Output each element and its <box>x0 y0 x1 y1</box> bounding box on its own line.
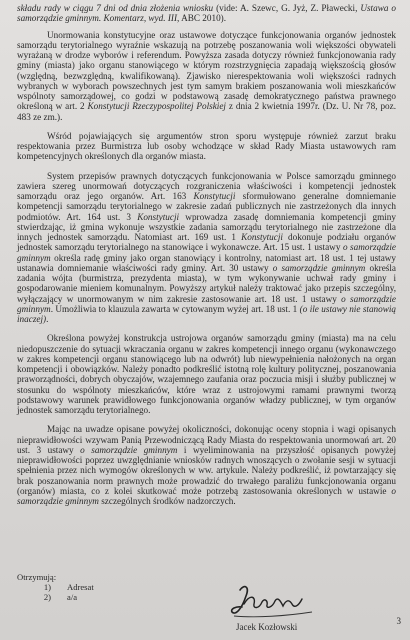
text: dokonuje podziału organów jednostek samorządu terytorialnego na stanowiące i wykonawcze. Art. 15 ust. 1 ustawy <box>17 232 396 253</box>
text-italic: Konstytucji <box>193 191 236 201</box>
recipients-label: Otrzymują: <box>17 572 57 582</box>
text: , ABC 2010). <box>177 13 227 24</box>
paragraph-2 <box>17 30 396 122</box>
paragraph-1 <box>17 3 396 24</box>
text: System przepisów prawnych dotyczących funkcjonowania w Polsce samorządu gminnego zawiera szereg unormowań dotyczących rozgraniczenia właściwości i kompetencji jednostek samorządu oraz jego organów. Art. 163 <box>17 170 396 201</box>
text-italic: o samorządzie gminnym <box>80 444 178 455</box>
text: z dnia 2 kwietnia 1997r. (Dz. U. Nr 78, poz. 483 ze zm.). <box>17 101 397 122</box>
recipient-number: 1) <box>43 582 51 592</box>
text: wprowadza zasadę domniemania kompetencji gminy stwierdzając, iż gmina wykonuje wszystkie zadania samorządu terytorialnego nie zastrzeżone dla innych jednostek samorządu. Natomiast art. 169 ust. 1 <box>17 211 396 242</box>
text-italic: o samorządzie gminnym <box>17 293 396 314</box>
paragraph-3: Wśród pojawiających się argumentów stron sporu występuje również zarzut braku respektowania przez Burmistrza lub osoby wchodzące w skład Rady Miasta ustawowych ram kompetencyjnych określonych dla organów miasta. <box>17 130 396 162</box>
recipient-row <box>17 582 94 592</box>
text-italic: o samorządzie gminnym <box>17 485 396 506</box>
recipient-name: a/a <box>67 592 78 602</box>
text-italic: Konstytucji Rzeczypospolitej Polskiej <box>87 101 226 112</box>
paragraph-5: Określona powyżej konstrukcja ustrojowa organów samorządu gminy (miasta) ma na celu niedopuszczenie do sytuacji wkraczania organu w zakres kompetencji innego organu (wykonawczego w zakres kompetencji organu stanowiącego lub na odwrót) lub niewypełnienia nałożonych na organ kompetencji i obowiązków. Należy ponadto podkreślić istotną rolę kultury politycznej, poszanowania praworządności, dobrych obyczajów, wzajemnego zaufania oraz poczucia misji i służby publicznej w stosunku do wspólnoty mieszkańców, które wraz z ustrojowymi ramami prawnymi tworzą podstawowy warunek prawidłowego funkcjonowania organów władzy publicznej, w tym organów jednostek samorządu terytorialnego. <box>17 333 396 415</box>
text: . <box>46 314 49 324</box>
signer-name: Jacek Kozłowski <box>236 622 298 632</box>
text: określa zadania wójta (burmistrza, prezydenta miasta), w tym wykonywanie uchwał rady gminy i gospodarowanie mieniem komunalnym. Powyższy artykuł należy traktować jako przepis szczególny, wyłączający w unormowanym w nim zakresie zastosowanie art. 18 ust. 1 ustawy <box>17 262 397 304</box>
text-italic: o samorządzie gminnym <box>272 262 366 273</box>
text: szczególnych środków nadzorczych. <box>98 496 236 506</box>
text: sformułowano generalne domniemanie kompetencji samorządu terytorialnego w zakresie zadań publicznych nie zastrzeżonych dla innych podmiotów. Art. 164 ust. 3 <box>17 191 396 222</box>
page-number: 3 <box>396 616 401 626</box>
handwritten-signature <box>226 582 316 622</box>
recipient-number: 2) <box>43 592 51 602</box>
text: Unormowania konstytucyjne oraz ustawowe dotyczące funkcjonowania organów jednostek samorządu terytorialnego wyraźnie wskazują na potrzebę poszanowania woli większości obywateli wyrażaną w drodze wyborów i referendum. Powyższa zasada dotyczy również funkcjonowania rady gminy (miasta) jako organu stanowiącego w którym rozstrzygnięcia zapadają większością głosów (względną, bezwzględną, kwalifikowaną). Zjawisko nierespektowania woli większości radnych wybranych w wyborach powszechnych jest tym samym brakiem poszanowania woli mieszkańców wspólnoty samorządowej, co godzi w podstawową zasadę demokratycznego państwa prawnego określoną w art. 2 <box>17 29 396 112</box>
paragraph-6 <box>17 424 396 506</box>
text: i wyeliminowania na przyszłość opisanych powyżej nieprawidłowości poprzez uwzględnianie wniosków radnych wnoszących o zwołanie sesji w sytuacji spełnienia przez nich wymogów określonych w ww. artykule. Należy podkreślić, iż powtarzający się brak poszanowania norm prawnych może prowadzić do trwałego paraliżu funkcjonowania organu (organów) miasta, co z kolei skutkować może potrzebą zastosowania określonych w ustawie <box>17 444 397 496</box>
text: . Umożliwia to klauzula zawarta w cytowanym wyżej art. 18 ust. 1 <box>50 303 300 314</box>
recipient-row <box>17 592 94 602</box>
text-italic: o samorządzie gminnym <box>17 242 396 263</box>
text-italic: (o ile ustawy nie stanowią inaczej) <box>17 303 396 324</box>
text-italic: składu rady w ciągu 7 dni od dnia złożenia wniosku <box>17 3 214 13</box>
text: Mając na uwadze opisane powyżej okoliczności, dokonując oceny stopnia i wagi opisanych nieprawidłowości wzywam Panią Przewodniczącą Rady Miasta do respektowania unormowań art. 20 ust. 3 ustawy <box>17 424 396 455</box>
recipients-block <box>17 572 94 602</box>
paragraph-4 <box>17 171 396 325</box>
text-italic: Ustawa o samorządzie gminnym. Komentarz, wyd. III <box>17 3 396 24</box>
text-italic: Konstytucji <box>241 232 283 242</box>
text: (vide: A. Szewc, G. Jyż, Z. Pławecki, <box>213 3 361 13</box>
text-italic: Konstytucji <box>137 211 180 222</box>
text: określa radę gminy jako organ stanowiący i kontrolny, natomiast art. 18 ust. 1 tej ustawy ustanawia domniemanie właściwości rady gminy. Art. 30 ustawy <box>17 252 396 273</box>
recipient-name: Adresat <box>67 582 94 592</box>
